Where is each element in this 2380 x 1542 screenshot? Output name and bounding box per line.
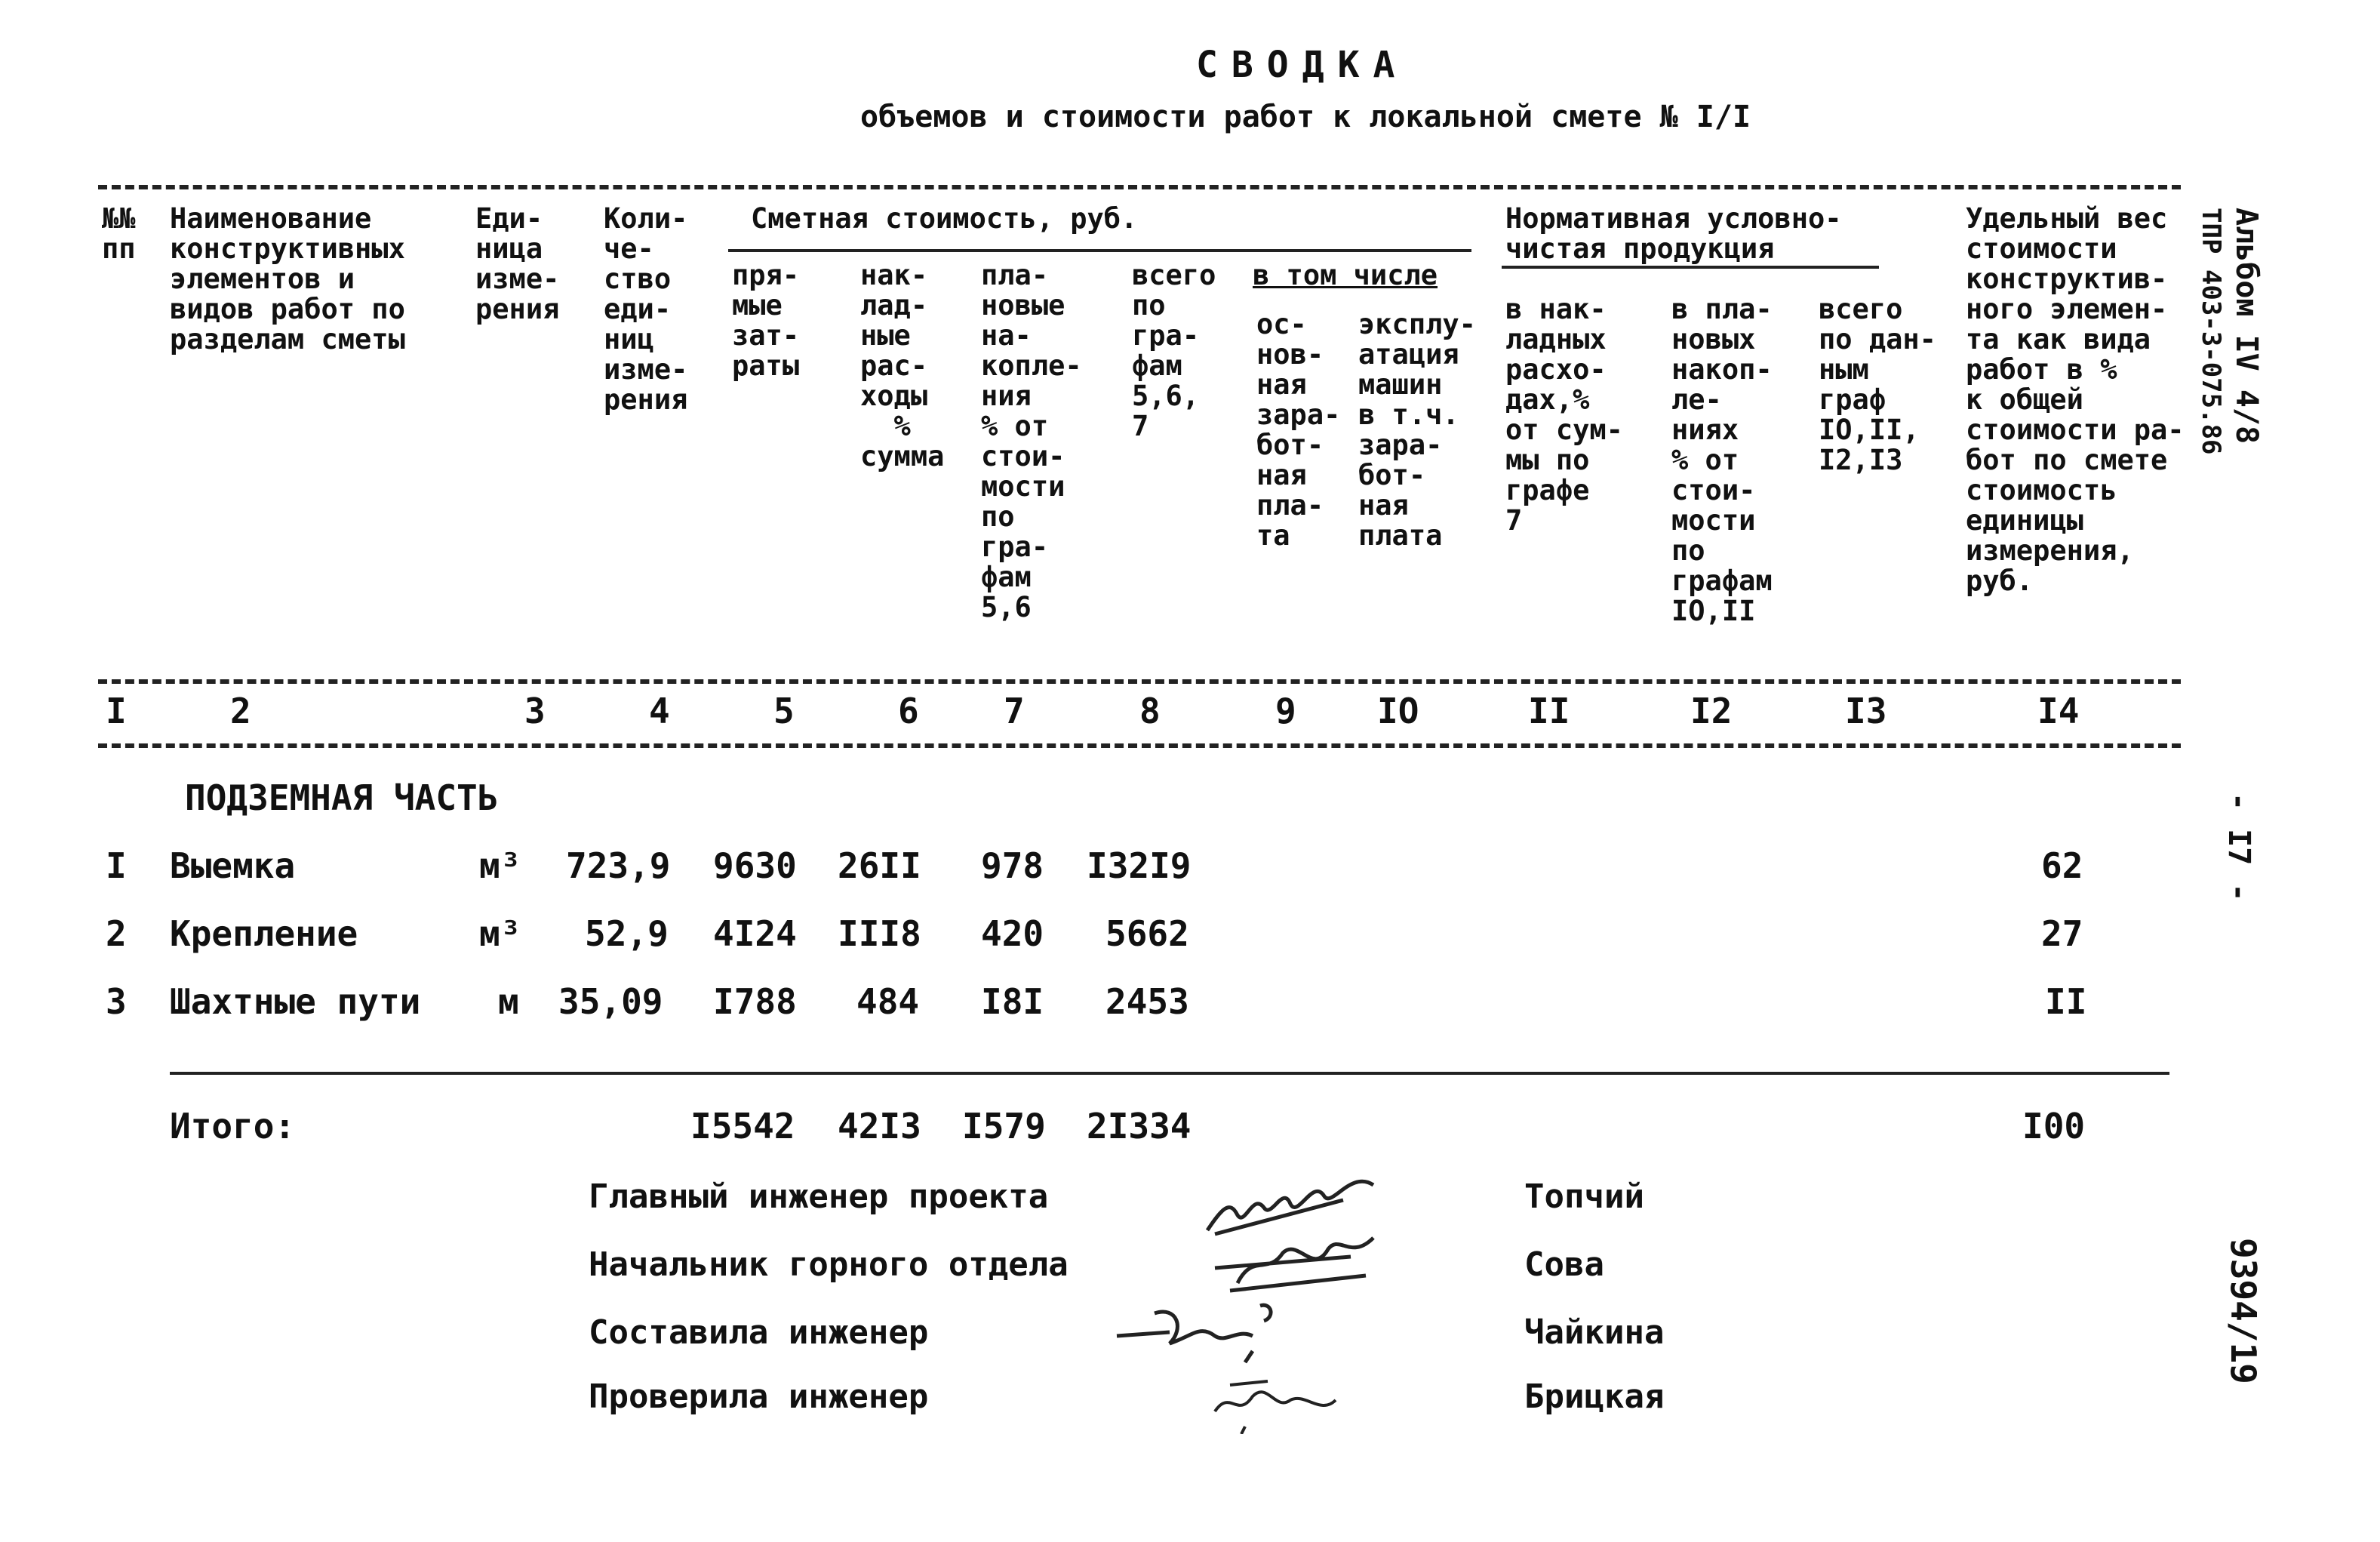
- column-number: 5: [773, 691, 795, 731]
- header-group-including: в том числе: [1253, 259, 1438, 291]
- handwritten-signature-4: [1200, 1359, 1366, 1434]
- column-number: I: [106, 691, 127, 731]
- row-share: 27: [2041, 913, 2083, 954]
- totals-direct-costs: I5542: [690, 1106, 795, 1146]
- signature-name: Сова: [1524, 1245, 1604, 1284]
- row-quantity: 35,09: [558, 981, 663, 1022]
- column-number: II: [1528, 691, 1570, 731]
- row-unit: м³: [479, 845, 521, 886]
- row-name: Шахтные пути: [170, 981, 421, 1022]
- column-number: I3: [1845, 691, 1887, 731]
- header-col-direct: пря- мые зат- раты: [732, 259, 800, 382]
- header-col-unit: Еди- ница изме- рения: [475, 202, 560, 325]
- row-total: 2453: [1105, 981, 1189, 1022]
- header-col-number: №№ пп: [102, 202, 136, 265]
- row-quantity: 52,9: [585, 913, 669, 954]
- signature-role: Начальник горного отдела: [589, 1245, 1069, 1284]
- signature-name: Чайкина: [1524, 1313, 1665, 1352]
- signature-name: Топчий: [1524, 1177, 1644, 1216]
- row-unit: м³: [479, 913, 521, 954]
- column-number: I4: [2037, 691, 2080, 731]
- header-group-normative-rule: [1502, 266, 1879, 269]
- signature-role: Составила инженер: [589, 1313, 929, 1352]
- totals-overhead: 42I3: [838, 1106, 921, 1146]
- row-name: Выемка: [170, 845, 296, 886]
- column-number: 8: [1139, 691, 1161, 731]
- column-number: 9: [1275, 691, 1296, 731]
- row-number: 3: [106, 981, 127, 1022]
- column-number: 6: [898, 691, 919, 731]
- document-subtitle: объемов и стоимости работ к локальной смете № I/I: [860, 100, 1751, 134]
- column-number: I2: [1690, 691, 1733, 731]
- row-overhead: 484: [856, 981, 920, 1022]
- totals-total: 2I334: [1087, 1106, 1192, 1146]
- document-title: СВОДКА: [1196, 44, 1409, 86]
- column-number: 3: [524, 691, 546, 731]
- row-name: Крепление: [170, 913, 358, 954]
- column-number: 7: [1004, 691, 1025, 731]
- header-col-machines: эксплу- атация машин в т.ч. зара- бот- ная плата: [1358, 308, 1476, 552]
- header-group-cost: Сметная стоимость, руб.: [751, 202, 1138, 235]
- row-overhead: III8: [838, 913, 921, 954]
- header-group-normative: Нормативная условно- чистая продукция: [1505, 202, 1842, 265]
- row-planned-savings: I8I: [981, 981, 1044, 1022]
- row-total: 5662: [1105, 913, 1189, 954]
- row-overhead: 26II: [838, 845, 921, 886]
- row-direct-costs: 4I24: [713, 913, 797, 954]
- row-direct-costs: 9630: [713, 845, 797, 886]
- header-bottom-border: [98, 679, 2181, 684]
- signature-role: Проверила инженер: [589, 1377, 929, 1416]
- row-quantity: 723,9: [566, 845, 671, 886]
- header-col-quantity: Коли- че- ство еди- ниц изме- рения: [604, 202, 688, 416]
- side-note-page: - I7 -: [2222, 793, 2256, 902]
- row-total: I32I9: [1087, 845, 1192, 886]
- totals-planned-savings: I579: [962, 1106, 1046, 1146]
- row-share: 62: [2041, 845, 2083, 886]
- row-unit: м: [498, 981, 519, 1022]
- row-number: I: [106, 845, 127, 886]
- signature-name: Брицкая: [1524, 1377, 1665, 1416]
- handwritten-signature-3: [1109, 1283, 1305, 1366]
- row-share: II: [2045, 981, 2087, 1022]
- header-group-cost-rule: [728, 249, 1471, 252]
- column-number-bottom-border: [98, 743, 2181, 748]
- header-col-wages: ос- нов- ная зара- бот- ная пла- та: [1256, 308, 1341, 552]
- totals-share: I00: [2022, 1106, 2086, 1146]
- header-col-norm-overhead: в нак- ладных расхо- дах,% от сум- мы по графе 7: [1505, 293, 1623, 537]
- section-title: ПОДЗЕМНАЯ ЧАСТЬ: [185, 777, 499, 818]
- column-number: 4: [649, 691, 670, 731]
- signature-role: Главный инженер проекта: [589, 1177, 1049, 1216]
- header-col-norm-total: всего по дан- ным граф IO,II, I2,I3: [1819, 293, 1936, 476]
- side-note-album: Альбом IV 4/8: [2229, 208, 2264, 445]
- row-direct-costs: I788: [713, 981, 797, 1022]
- row-number: 2: [106, 913, 127, 954]
- header-col-overhead: нак- лад- ные рас- ходы % сумма: [860, 259, 945, 472]
- column-number: 2: [230, 691, 251, 731]
- header-col-share: Удельный вес стоимости конструктив- ного элемен- та как вида работ в % к общей стоимости ра- бот по смете стоимость единицы измерения, руб.: [1966, 202, 2185, 597]
- side-note-code: ТПР 403-3-075.86: [2196, 208, 2226, 455]
- header-col-norm-planned: в пла- новых накоп- ле- ниях % от стои- мости по графам IO,II: [1671, 293, 1773, 627]
- row-planned-savings: 978: [981, 845, 1044, 886]
- side-note-inventory: 9394/19: [2223, 1238, 2264, 1384]
- header-col-name: Наименование конструктивных элементов и видов работ по разделам сметы: [170, 202, 405, 355]
- table-top-border: [98, 185, 2181, 189]
- header-col-planned: пла- новые на- копле- ния % от стои- мости по гра- фам 5,6: [981, 259, 1082, 623]
- column-number: IO: [1377, 691, 1419, 731]
- header-col-total: всего по гра- фам 5,6, 7: [1132, 259, 1216, 442]
- totals-separator: [170, 1072, 2169, 1075]
- totals-label: Итого:: [170, 1106, 296, 1146]
- row-planned-savings: 420: [981, 913, 1044, 954]
